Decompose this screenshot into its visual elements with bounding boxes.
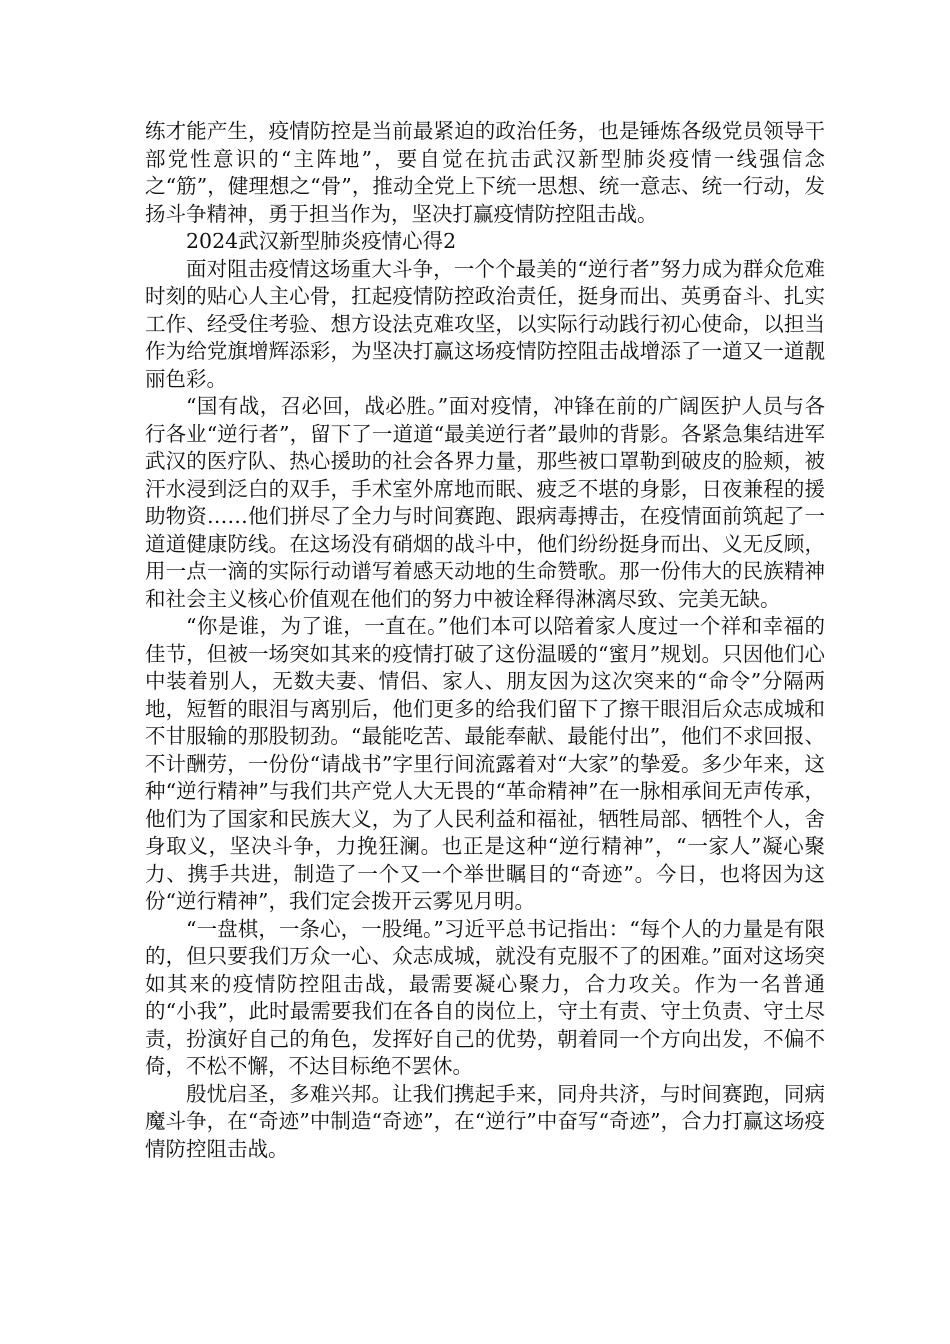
paragraph: 殷忧启圣，多难兴邦。让我们携起手来，同舟共济，与时间赛跑，同病魔斗争，在“奇迹”中制造“奇迹”，在“逆行”中奋写“奇迹”，合力打赢这场疫情防控阻击战。: [145, 1081, 825, 1161]
paragraph: 面对阻击疫情这场重大斗争，一个个最美的“逆行者”努力成为群众危难时刻的贴心人主心骨，扛起疫情防控政治责任，挺身而出、英勇奋斗、扎实工作、经受住考验、想方设法克难攻坚，以实际行动践行初心使命，以担当作为给党旗增辉添彩，为坚决打赢这场疫情防控阻击战增添了一道又一道靓丽色彩。: [145, 256, 825, 391]
document-body: [145, 118, 825, 1163]
paragraph-continuation: 练才能产生，疫情防控是当前最紧迫的政治任务，也是锤炼各级党员领导干部党性意识的“主阵地”，要自觉在抗击武汉新型肺炎疫情一线强信念之“筋”，健理想之“骨”，推动全党上下统一思想、统一意志、统一行动，发扬斗争精神，勇于担当作为，坚决打赢疫情防控阻击战。: [145, 119, 825, 226]
paragraph: “国有战，召必回，战必胜。”面对疫情，冲锋在前的广阔医护人员与各行各业“逆行者”，留下了一道道“最美逆行者”最帅的背影。各紧急集结进军武汉的医疗队、热心援助的社会各界力量，那些被口罩勒到破皮的脸颊，被汗水浸到泛白的双手，手术室外席地而眠、疲乏不堪的身影，日夜兼程的援助物资……他们拼尽了全力与时间赛跑、跟病毒搏击，在疫情面前筑起了一道道健康防线。在这场没有硝烟的战斗中，他们纷纷挺身而出、义无反顾，用一点一滴的实际行动谱写着感天动地的生命赞歌。那一份伟大的民族精神和社会主义核心价值观在他们的努力中被诠释得淋漓尽致、完美无缺。: [145, 394, 825, 611]
paragraph: “一盘棋，一条心，一股绳。”习近平总书记指出：“每个人的力量是有限的，但只要我们万众一心、众志成城，就没有克服不了的困难。”面对这场突如其来的疫情防控阻击战，最需要凝心聚力，合力攻关。作为一名普通的“小我”，此时最需要我们在各自的岗位上，守土有责、守土负责、守土尽责，扮演好自己的角色，发挥好自己的优势，朝着同一个方向出发，不偏不倚，不松不懈，不达目标绝不罢休。: [145, 916, 825, 1078]
paragraph: “你是谁，为了谁，一直在。”他们本可以陪着家人度过一个祥和幸福的佳节，但被一场突如其来的疫情打破了这份温暖的“蜜月”规划。只因他们心中装着别人，无数夫妻、情侣、家人、朋友因为这次突来的“命令”分隔两地，短暂的眼泪与离别后，他们更多的给我们留下了擦干眼泪后众志成城和不甘服输的那股韧劲。“最能吃苦、最能奉献、最能付出”，他们不求回报、不计酬劳，一份份“请战书”字里行间流露着对“大家”的挚爱。多少年来，这种“逆行精神”与我们共产党人大无畏的“革命精神”在一脉相承间无声传承，他们为了国家和民族大义，为了人民利益和福祉，牺牲局部、牺牲个人，舍身取义，坚决斗争，力挽狂澜。也正是这种“逆行精神”，“一家人”凝心聚力、携手共进，制造了一个又一个举世瞩目的“奇迹”。今日，也将因为这份“逆行精神”，我们定会拨开云雾见月明。: [145, 614, 825, 913]
section-heading: 2024武汉新型肺炎疫情心得2: [186, 229, 457, 253]
